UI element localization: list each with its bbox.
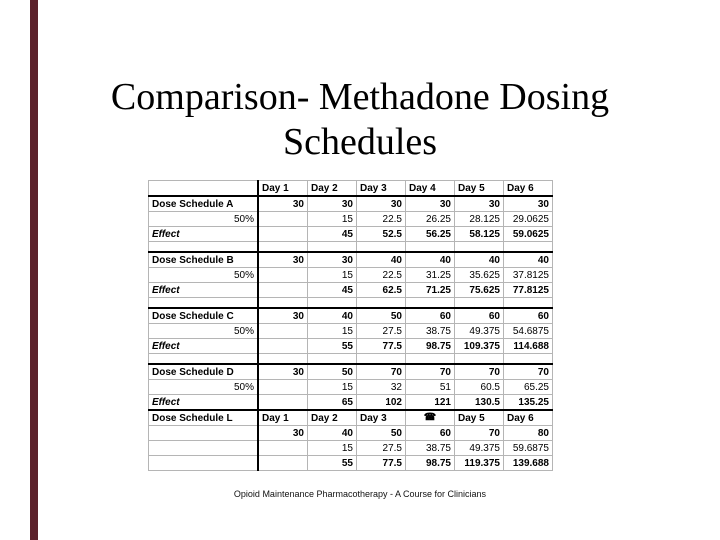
table-cell: Day 1 xyxy=(258,410,308,426)
empty-cell xyxy=(258,395,308,411)
table-row xyxy=(149,181,553,197)
table-row xyxy=(149,339,553,354)
table-cell: 65.25 xyxy=(504,380,553,395)
empty-cell xyxy=(258,380,308,395)
table-cell: 40 xyxy=(504,252,553,268)
table-cell: 60 xyxy=(455,308,504,324)
page-title: Comparison- Methadone Dosing Schedules xyxy=(110,76,610,164)
empty-cell xyxy=(258,212,308,227)
empty-cell xyxy=(258,242,308,253)
table-cell: 15 xyxy=(308,380,357,395)
table-cell: 40 xyxy=(308,308,357,324)
row-label: Effect xyxy=(149,283,259,298)
empty-cell xyxy=(504,354,553,365)
empty-cell xyxy=(406,354,455,365)
table-cell: 50 xyxy=(308,364,357,380)
table-row xyxy=(149,441,553,456)
table-cell: 30 xyxy=(258,196,308,212)
table-cell: 130.5 xyxy=(455,395,504,411)
row-label: Effect xyxy=(149,339,259,354)
table-cell: 62.5 xyxy=(357,283,406,298)
table-cell: 45 xyxy=(308,283,357,298)
row-label: Effect xyxy=(149,395,259,411)
table-cell: 70 xyxy=(455,426,504,441)
table-cell: 30 xyxy=(504,196,553,212)
table-row xyxy=(149,324,553,339)
table-cell: 56.25 xyxy=(406,227,455,242)
footer-text: Opioid Maintenance Pharmacotherapy - A Course for Clinicians xyxy=(233,489,487,499)
table-cell: 52.5 xyxy=(357,227,406,242)
table-cell: 38.75 xyxy=(406,324,455,339)
empty-cell xyxy=(308,242,357,253)
table-cell: 109.375 xyxy=(455,339,504,354)
row-label: 50% xyxy=(149,380,259,395)
table-row xyxy=(149,227,553,242)
row-label: Dose Schedule B xyxy=(149,252,259,268)
table-cell: Day 5 xyxy=(455,181,504,197)
empty-cell xyxy=(258,283,308,298)
table-cell: 45 xyxy=(308,227,357,242)
table-row xyxy=(149,212,553,227)
table-cell: 80 xyxy=(504,426,553,441)
row-label: 50% xyxy=(149,212,259,227)
table-cell: 70 xyxy=(455,364,504,380)
table-cell: 119.375 xyxy=(455,456,504,471)
table-cell: 15 xyxy=(308,441,357,456)
table-cell: 121 xyxy=(406,395,455,411)
table-row xyxy=(149,308,553,324)
empty-cell xyxy=(357,354,406,365)
table-cell: 38.75 xyxy=(406,441,455,456)
table-cell: 51 xyxy=(406,380,455,395)
table-cell: Day 1 xyxy=(258,181,308,197)
table-cell: 30 xyxy=(258,364,308,380)
table-cell: 30 xyxy=(455,196,504,212)
table-row xyxy=(149,456,553,471)
table-cell: 75.625 xyxy=(455,283,504,298)
table-cell: 58.125 xyxy=(455,227,504,242)
empty-cell xyxy=(149,354,259,365)
empty-cell xyxy=(258,298,308,309)
empty-cell xyxy=(149,426,259,441)
table-cell: 40 xyxy=(357,252,406,268)
row-label: Dose Schedule C xyxy=(149,308,259,324)
table-cell: 135.25 xyxy=(504,395,553,411)
table-cell: 28.125 xyxy=(455,212,504,227)
row-label: Dose Schedule A xyxy=(149,196,259,212)
table-row xyxy=(149,380,553,395)
table-cell: 70 xyxy=(357,364,406,380)
table-row xyxy=(149,283,553,298)
table-cell: Day 5 xyxy=(455,410,504,426)
empty-cell xyxy=(149,181,259,197)
table-cell: 59.6875 xyxy=(504,441,553,456)
row-label: Effect xyxy=(149,227,259,242)
table-cell: 77.5 xyxy=(357,456,406,471)
table-cell: 60 xyxy=(504,308,553,324)
empty-cell xyxy=(149,298,259,309)
table-cell: 71.25 xyxy=(406,283,455,298)
table-cell: 27.5 xyxy=(357,441,406,456)
table-cell: 40 xyxy=(308,426,357,441)
empty-cell xyxy=(258,456,308,471)
table-cell: Day 3 xyxy=(357,181,406,197)
table-cell: 29.0625 xyxy=(504,212,553,227)
empty-cell xyxy=(357,298,406,309)
table-cell: 26.25 xyxy=(406,212,455,227)
empty-cell xyxy=(455,354,504,365)
empty-cell xyxy=(455,242,504,253)
table-row xyxy=(149,268,553,283)
table-cell: 15 xyxy=(308,324,357,339)
empty-cell xyxy=(149,242,259,253)
table-cell: 50 xyxy=(357,308,406,324)
empty-cell xyxy=(258,339,308,354)
table-cell: Day 4 xyxy=(406,181,455,197)
table-cell: 22.5 xyxy=(357,268,406,283)
table-row xyxy=(149,410,553,426)
table-cell: 40 xyxy=(455,252,504,268)
empty-cell xyxy=(258,354,308,365)
dosing-table-body xyxy=(149,181,553,471)
table-cell: 49.375 xyxy=(455,324,504,339)
table-cell: 30 xyxy=(308,252,357,268)
table-cell: 35.625 xyxy=(455,268,504,283)
table-cell: 77.8125 xyxy=(504,283,553,298)
table-cell: 102 xyxy=(357,395,406,411)
empty-cell xyxy=(504,298,553,309)
table-cell: 60 xyxy=(406,426,455,441)
empty-cell xyxy=(308,298,357,309)
empty-cell xyxy=(258,324,308,339)
table-cell: 139.688 xyxy=(504,456,553,471)
table-row xyxy=(149,252,553,268)
table-cell: 54.6875 xyxy=(504,324,553,339)
table-cell: 49.375 xyxy=(455,441,504,456)
empty-cell xyxy=(149,441,259,456)
table-cell: 55 xyxy=(308,339,357,354)
empty-cell xyxy=(258,227,308,242)
table-row xyxy=(149,298,553,309)
empty-cell xyxy=(149,456,259,471)
table-cell: Day 2 xyxy=(308,181,357,197)
table-cell: 50 xyxy=(357,426,406,441)
accent-bar xyxy=(30,0,38,540)
table-cell: 70 xyxy=(504,364,553,380)
table-row xyxy=(149,242,553,253)
table-cell: 77.5 xyxy=(357,339,406,354)
dosing-table-wrap xyxy=(148,180,553,471)
table-cell: 60 xyxy=(406,308,455,324)
table-cell: 30 xyxy=(406,196,455,212)
table-cell: 70 xyxy=(406,364,455,380)
dosing-table xyxy=(148,180,553,471)
empty-cell xyxy=(406,242,455,253)
table-cell: Day 2 xyxy=(308,410,357,426)
telephone-icon: ☎ xyxy=(406,410,455,426)
table-cell: 32 xyxy=(357,380,406,395)
empty-cell xyxy=(258,268,308,283)
table-cell: 37.8125 xyxy=(504,268,553,283)
table-cell: 114.688 xyxy=(504,339,553,354)
table-cell: 98.75 xyxy=(406,456,455,471)
table-cell: 98.75 xyxy=(406,339,455,354)
table-cell: 31.25 xyxy=(406,268,455,283)
empty-cell xyxy=(455,298,504,309)
table-row xyxy=(149,395,553,411)
table-cell: 15 xyxy=(308,212,357,227)
table-row xyxy=(149,354,553,365)
row-label: 50% xyxy=(149,268,259,283)
table-row xyxy=(149,426,553,441)
row-label: Dose Schedule D xyxy=(149,364,259,380)
table-cell: 30 xyxy=(308,196,357,212)
table-cell: 30 xyxy=(357,196,406,212)
table-cell: 27.5 xyxy=(357,324,406,339)
empty-cell xyxy=(258,441,308,456)
table-cell: 60.5 xyxy=(455,380,504,395)
table-cell: 30 xyxy=(258,426,308,441)
row-label: 50% xyxy=(149,324,259,339)
table-cell: 65 xyxy=(308,395,357,411)
table-cell: 30 xyxy=(258,252,308,268)
empty-cell xyxy=(406,298,455,309)
table-row xyxy=(149,364,553,380)
table-cell: 59.0625 xyxy=(504,227,553,242)
row-label: Dose Schedule L xyxy=(149,410,259,426)
table-cell: 15 xyxy=(308,268,357,283)
table-cell: 30 xyxy=(258,308,308,324)
table-cell: Day 6 xyxy=(504,181,553,197)
empty-cell xyxy=(504,242,553,253)
empty-cell xyxy=(308,354,357,365)
empty-cell xyxy=(357,242,406,253)
table-cell: Day 3 xyxy=(357,410,406,426)
table-row xyxy=(149,196,553,212)
table-cell: 22.5 xyxy=(357,212,406,227)
table-cell: 55 xyxy=(308,456,357,471)
table-cell: 40 xyxy=(406,252,455,268)
table-cell: Day 6 xyxy=(504,410,553,426)
